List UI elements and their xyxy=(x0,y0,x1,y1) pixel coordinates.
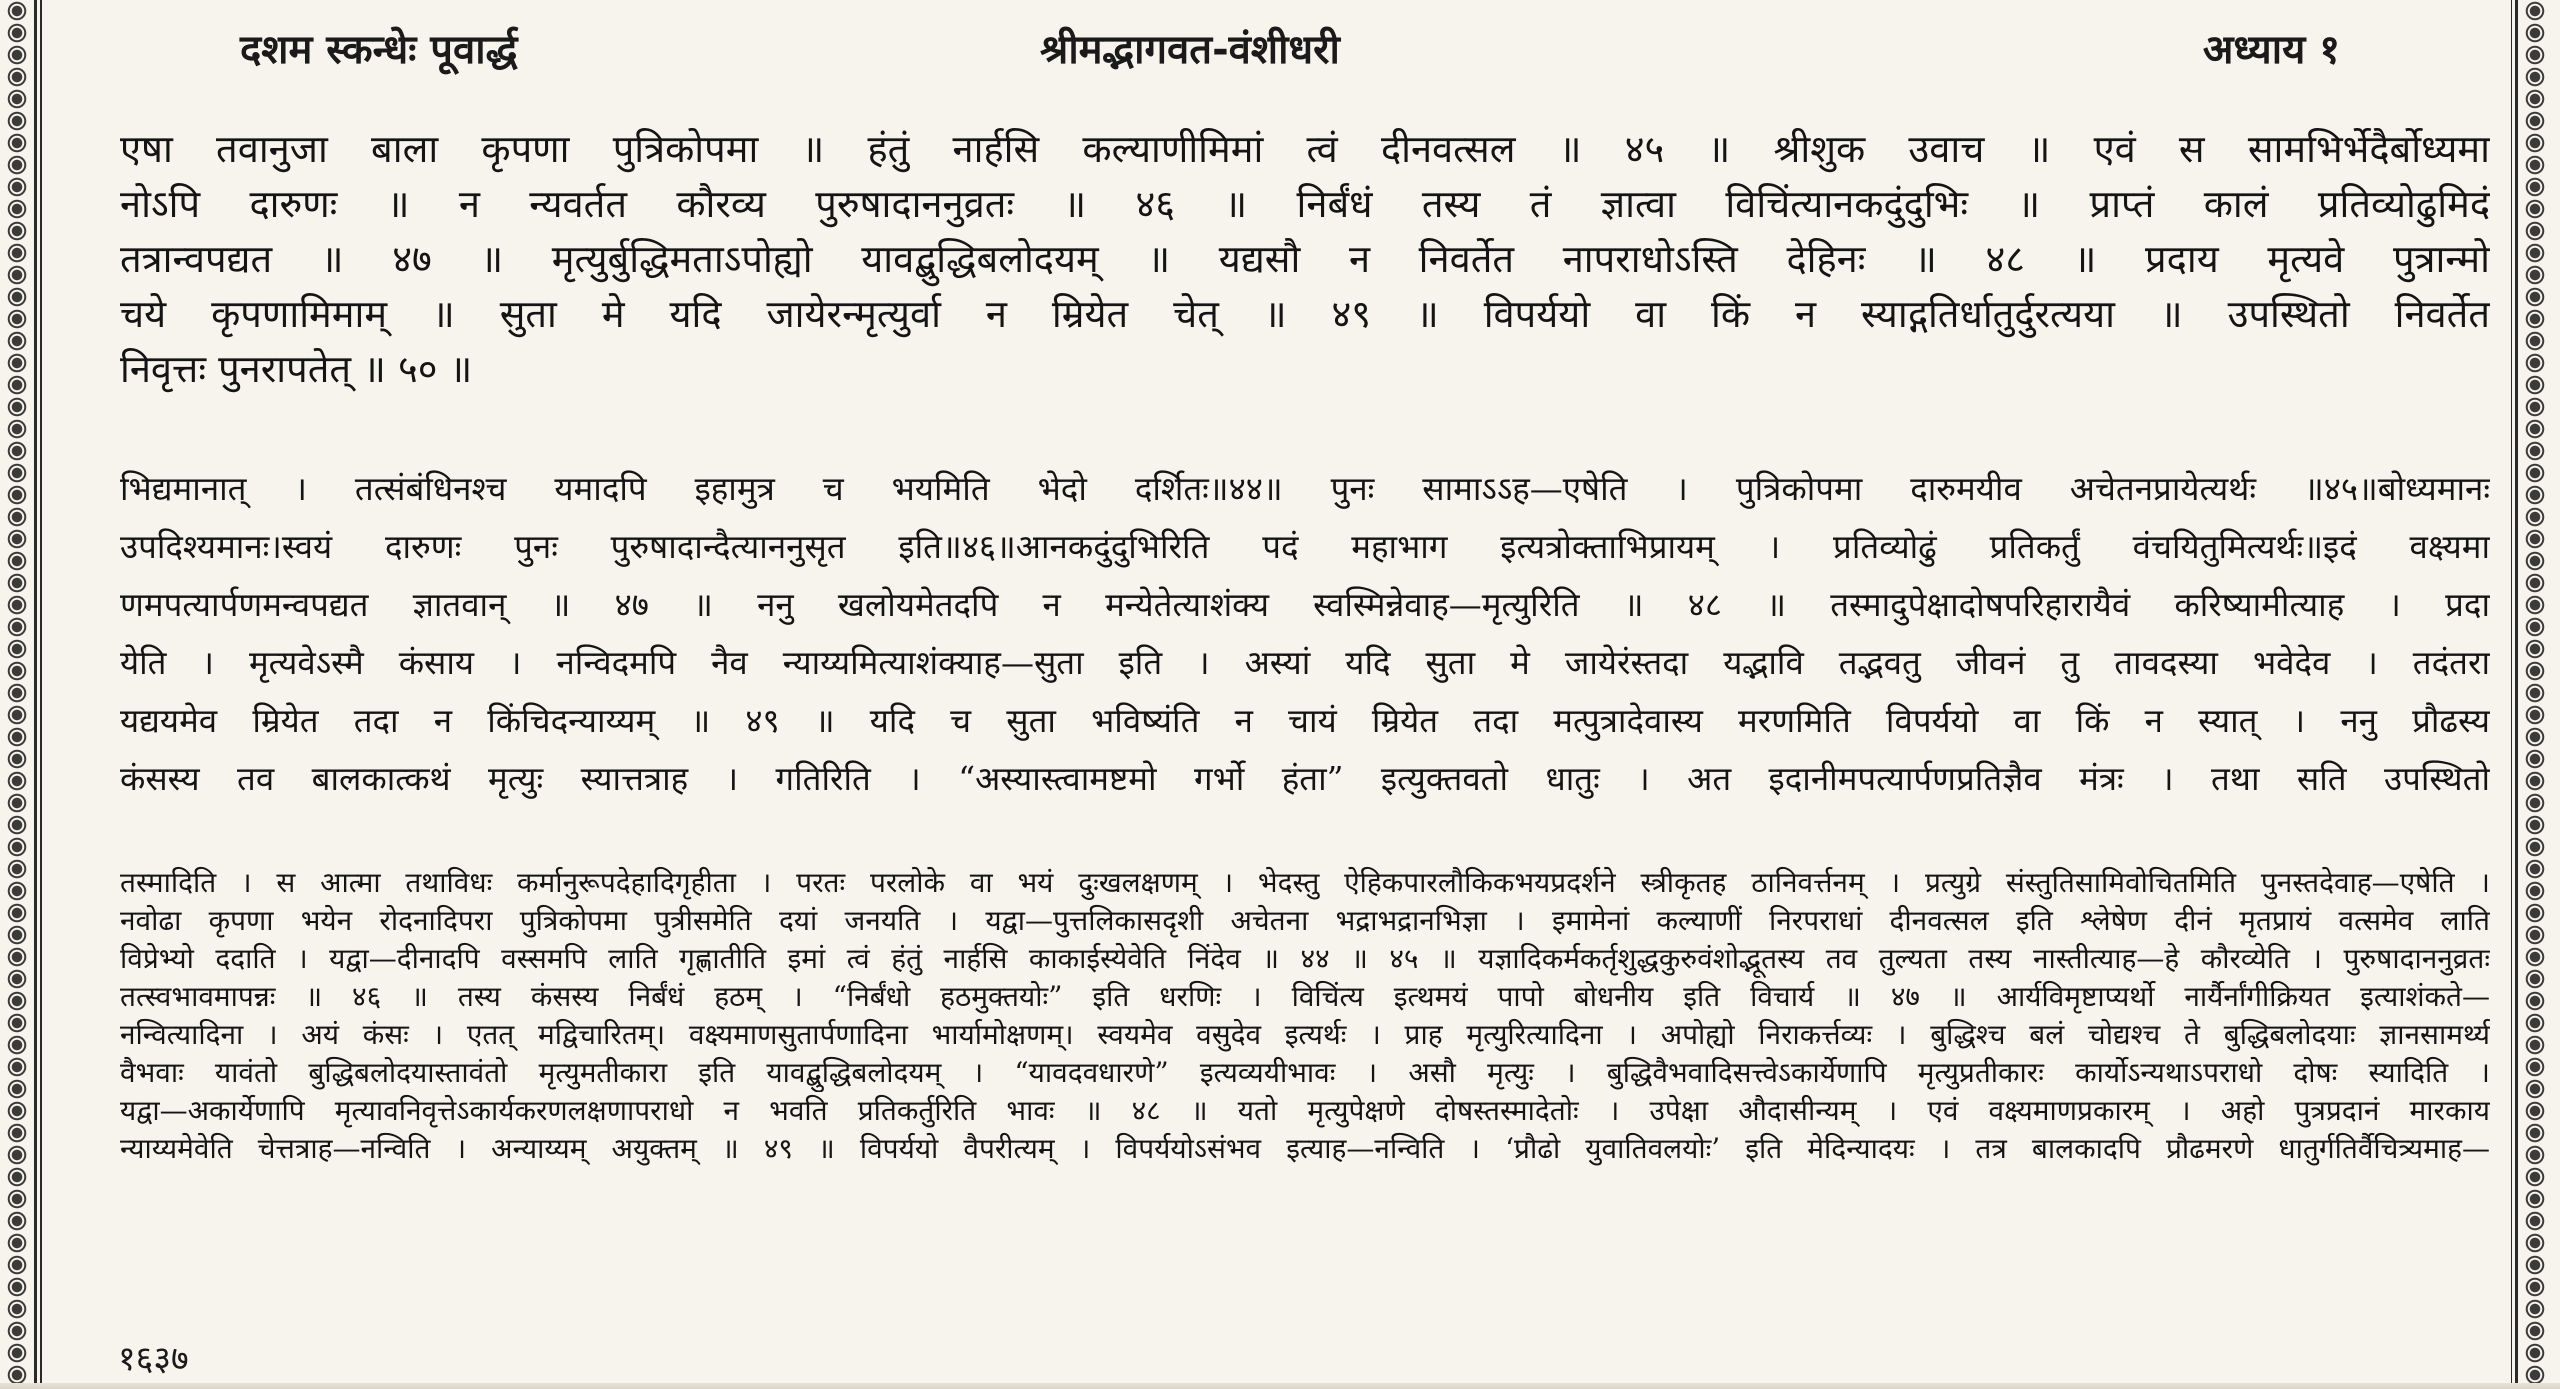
sub-commentary-line: तत्स्वभावमापन्नः ॥ ४६ ॥ तस्य कंसस्य निर्बंधं हठम् । “निर्बंधो हठमुक्तयोः” इति धरणिः । विचिंत्य इत्थमयं पापो बोधनीय इति विचार्य ॥ ४७ ॥ आर्यविमृष्टाप्यर्थो नार्यैर्नांगीक्रियत इत्याशंकते— xyxy=(120,980,2490,1013)
right-border-rule xyxy=(2515,0,2518,1389)
sub-commentary-line: वैभवाः यावंतो बुद्धिबलोदयास्तावंतो मृत्युमतीकारा इति यावद्बुद्धिबलोदयम् । “यावदवधारणे” इत्यव्ययीभावः । असौ मृत्युः । बुद्धिवैभवादिसत्त्वेऽकार्येणापि मृत्युप्रतीकारः कार्योऽन्यथाऽपराधो दोषः स्यादिति । xyxy=(120,1056,2490,1089)
verse-line: निवृत्तः पुनरापतेत् ॥ ५० ॥ xyxy=(120,347,473,391)
sub-commentary-line: न्याय्यमेवेति चेत्तत्राह—नन्विति । अन्याय्यम् अयुक्तम् ॥ ४९ ॥ विपर्ययो वैपरीत्यम् । विपर्ययोऽसंभव इत्याह—नन्विति । ‘प्रौढो युवातिवलयोः’ इति मेदिन्यादयः । तत्र बालकादपि प्रौढमरणे धातुर्गतिर्वैचित्र्यमाह— xyxy=(120,1132,2490,1165)
commentary-line: भिद्यमानात् । तत्संबंधिनश्च यमादपि इहामुत्र च भयमिति भेदो दर्शितः॥४४॥ पुनः सामाऽऽह—एषेति । पुत्रिकोपमा दारुमयीव अचेतनप्रायेत्यर्थः ॥४५॥बोध्यमानः xyxy=(120,469,2490,508)
left-decorative-border xyxy=(6,0,28,1389)
verse-line: नोऽपि दारुणः ॥ न न्यवर्तत कौरव्य पुरुषादाननुव्रतः ॥ ४६ ॥ निर्बंधं तस्य तं ज्ञात्वा विचिंत्यानकदुंदुभिः ॥ प्राप्तं कालं प्रतिव्योढुमिदं xyxy=(120,182,2490,226)
commentary-line: णमपत्यार्पणमन्वपद्यत ज्ञातवान् ॥ ४७ ॥ ननु खलोयमेतदपि न मन्येतेत्याशंक्य स्वस्मिन्नेवाह—मृत्युरिति ॥ ४८ ॥ तस्मादुपेक्षादोषपरिहारायैवं करिष्यामीत्याह । प्रदा xyxy=(120,585,2490,624)
sub-commentary-line: तस्मादिति । स आत्मा तथाविधः कर्मानुरूपदेहादिगृहीता । परतः परलोके वा भयं दुःखलक्षणम् । भेदस्तु ऐहिकपारलौकिकभयप्रदर्शने स्त्रीकृतह ठानिवर्त्तनम् । प्रत्युग्रे संस्तुतिसामिवोचितमिति पुनस्तदेवाह—एषेति । xyxy=(120,866,2490,899)
header-title: श्रीमद्भागवत-वंशीधरी xyxy=(1040,27,1340,73)
verse-block xyxy=(120,122,2490,397)
commentary-line: यद्ययमेव म्रियेत तदा न किंचिदन्याय्यम् ॥ ४९ ॥ यदि च सुता भविष्यंति न चायं म्रियेत तदा मत्पुत्रादेवास्य मरणमिति विपर्ययो वा किं न स्यात् । ननु प्रौढस्य xyxy=(120,701,2490,740)
sub-commentary-line: नवोढा कृपणा भयेन रोदनादिपरा पुत्रिकोपमा पुत्रीसमेति दयां जनयति । यद्वा—पुत्तलिकासदृशी अचेतना भद्राभद्रानभिज्ञा । इमामेनां कल्याणीं निरपराधां दीनवत्सल इति श्लेषेण दीनं मृतप्रायं वत्समेव लाति xyxy=(120,904,2490,937)
verse-line: चये कृपणामिमाम् ॥ सुता मे यदि जायेरन्मृत्युर्वा न म्रियेत चेत् ॥ ४९ ॥ विपर्ययो वा किं न स्याद्गतिर्धातुर्दुरत्यया ॥ उपस्थितो निवर्तेत xyxy=(120,292,2490,336)
left-border-rule-thin xyxy=(40,0,42,1389)
commentary-line: येति । मृत्यवेऽस्मै कंसाय । नन्विदमपि नैव न्याय्यमित्याशंक्याह—सुता इति । अस्यां यदि सुता मे जायेरंस्तदा यद्भावि तद्भवतु जीवनं तु तावदस्या भवेदेव । तदंतरा xyxy=(120,643,2490,682)
verse-line: एषा तवानुजा बाला कृपणा पुत्रिकोपमा ॥ हंतुं नार्हसि कल्याणीमिमां त्वं दीनवत्सल ॥ ४५ ॥ श्रीशुक उवाच ॥ एवं स सामभिर्भेदैर्बोध्यमा xyxy=(120,127,2490,171)
page-number: १६३७ xyxy=(118,1339,189,1379)
commentary-block-secondary xyxy=(120,864,2490,1168)
right-border-rule-thin xyxy=(2511,0,2513,1389)
header-chapter: अध्याय १ xyxy=(2202,27,2340,73)
bottom-page-edge xyxy=(0,1383,2560,1389)
left-border-rule xyxy=(34,0,37,1389)
sub-commentary-line: विप्रेभ्यो ददाति । यद्वा—दीनादपि वस्समपि लाति गृह्णातीति इमां त्वं हंतुं नार्हसि काकाईस्येवेति निंदेव ॥ ४४ ॥ ४५ ॥ यज्ञादिकर्मकर्तृशुद्धकुरुवंशोद्भूतस्य तव तुल्यता तस्य नास्तीत्याह—हे कौरव्येति । पुरुषादाननुव्रतः xyxy=(120,942,2490,975)
running-header xyxy=(120,14,2440,76)
sub-commentary-line: यद्वा—अकार्येणापि मृत्यावनिवृत्तेऽकार्यकरणलक्षणापराधो न भवति प्रतिकर्तुरिति भावः ॥ ४८ ॥ यतो मृत्युपेक्षणे दोषस्तस्मादेतोः । उपेक्षा औदासीन्यम् । एवं वक्ष्यमाणप्रकारम् । अहो पुत्रप्रदानं मारकाय xyxy=(120,1094,2490,1127)
commentary-block-primary xyxy=(120,460,2490,808)
verse-line: तत्रान्वपद्यत ॥ ४७ ॥ मृत्युर्बुद्धिमताऽपोह्यो यावद्बुद्धिबलोदयम् ॥ यद्यसौ न निवर्तेत नापराधोऽस्ति देहिनः ॥ ४८ ॥ प्रदाय मृत्यवे पुत्रान्मो xyxy=(120,237,2490,281)
sub-commentary-line: नन्वित्यादिना । अयं कंसः । एतत् मद्विचारितम्। वक्ष्यमाणसुतार्पणादिना भार्यामोक्षणम्। स्वयमेव वसुदेव इत्यर्थः । प्राह मृत्युरित्यादिना । अपोह्यो निराकर्त्तव्यः । बुद्धिश्च बलं चोद्यश्च ते बुद्धिबलोदयाः ज्ञानसामर्थ्य xyxy=(120,1018,2490,1051)
header-book-section: दशम स्कन्धेः पूवार्द्ध xyxy=(240,27,518,73)
commentary-line: उपदिश्यमानः।स्वयं दारुणः पुनः पुरुषादान्दैत्याननुसृत इति॥४६॥आनकदुंदुभिरिति पदं महाभाग इत्यत्रोक्ताभिप्रायम् । प्रतिव्योढुं प्रतिकर्तुं वंचयितुमित्यर्थः॥इदं वक्ष्यमा xyxy=(120,527,2490,566)
right-decorative-border xyxy=(2524,0,2546,1389)
commentary-line: कंसस्य तव बालकात्कथं मृत्युः स्यात्तत्राह । गतिरिति । “अस्यास्त्वामष्टमो गर्भो हंता” इत्युक्तवतो धातुः । अत इदानीमपत्यार्पणप्रतिज्ञैव मंत्रः । तथा सति उपस्थितो xyxy=(120,759,2490,798)
